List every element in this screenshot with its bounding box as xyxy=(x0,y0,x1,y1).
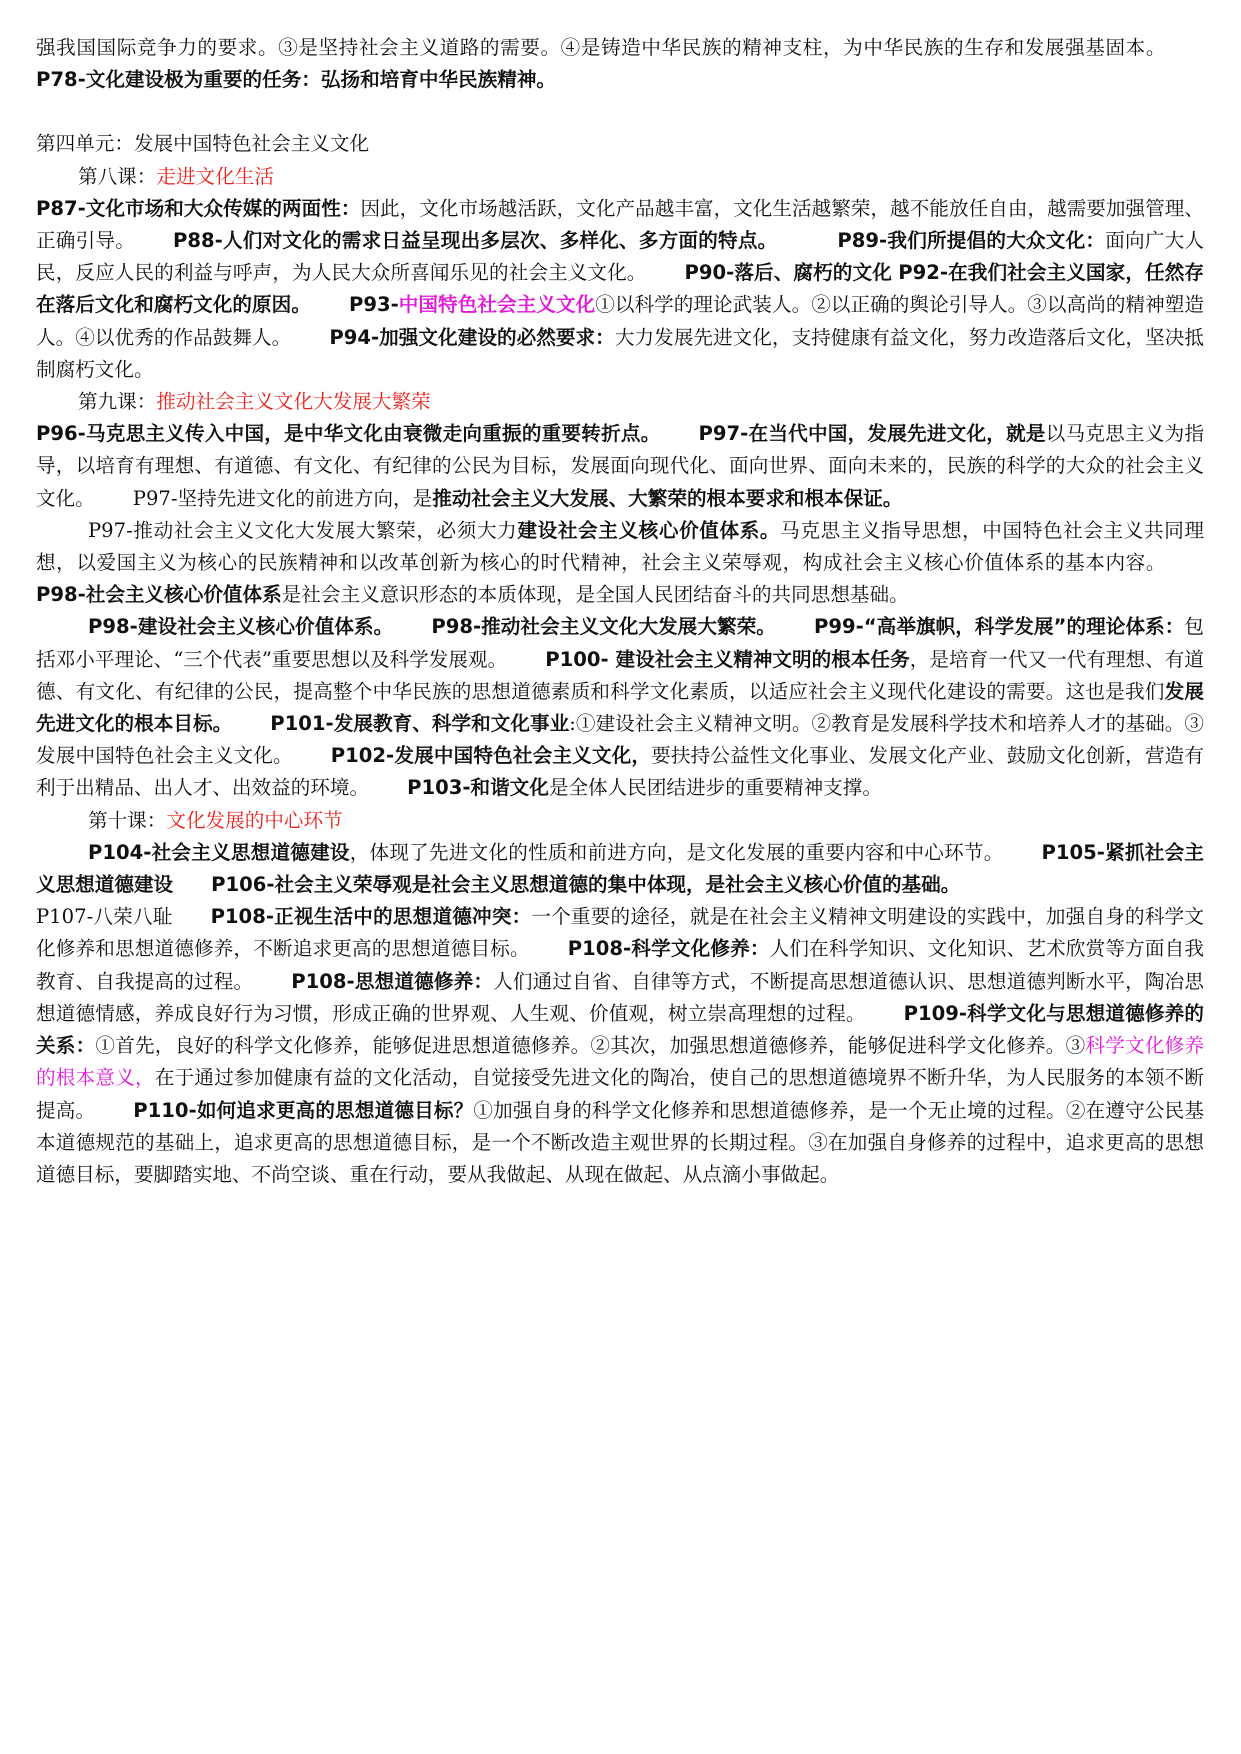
p109-highlight: 科学文化修养的根本意义， xyxy=(36,1034,1205,1090)
lesson10-name: 文化发展的中心环节 xyxy=(166,808,343,832)
lesson10-heading: 第十课：文化发展的中心环节 xyxy=(88,808,343,832)
lesson9-name: 推动社会主义文化大发展大繁荣 xyxy=(156,390,431,414)
p93-title: 中国特色社会主义文化 xyxy=(398,293,596,317)
spacer xyxy=(36,96,1204,128)
lesson9-paragraph-1: P96-马克思主义传入中国，是中华文化由衰微走向重振的重要转折点。 P97-在当代中国，发展先进文化，就是以马克思主义为指导，以培育有理想、有道德、有文化、有纪律的公民为目标，发展面向现代化、面向世界、面向未来的，民族的科学的大众的社会主义文化。 P97-坚持先进文化的前进方向，是推动社会主义大发展、大繁荣的根本要求和根本保证。 xyxy=(36,422,1204,510)
intro-paragraph xyxy=(36,32,1204,96)
lesson10-paragraph-1: P104-社会主义思想道德建设，体现了先进文化的性质和前进方向，是文化发展的重要内容和中心环节。 P105-紧抓社会主义思想道德建设 P106-社会主义荣辱观是社会主义思想道德的集中体现，是社会主义核心价值的基础。 xyxy=(36,840,1204,897)
lesson8-heading: 第八课：走进文化生活 xyxy=(78,164,274,188)
unit-title: 第四单元：发展中国特色社会主义文化 xyxy=(36,132,370,156)
p78-heading: P78-文化建设极为重要的任务：弘扬和培育中华民族精神。 xyxy=(36,68,557,92)
lesson9-heading: 第九课：推动社会主义文化大发展大繁荣 xyxy=(78,390,431,414)
lesson10-paragraph-2: P107-八荣八耻 P108-正视生活中的思想道德冲突：一个重要的途径，就是在社会主义精神文明建设的实践中，加强自身的科学文化修养和思想道德修养，不断追求更高的思想道德目标。 P108-科学文化修养：人们在科学知识、文化知识、艺术欣赏等方面自我教育、自我提高的过程。 P108-思想道德修养：人们通过自省、自律等方式，不断提高思想道德认识、思想道德判断水平，陶冶思想道德情感，养成良好行为习惯，形成正确的世界观、人生观、价值观，树立崇高理想的过程。 P109-科学文化与思想道德修养的关系：①首先，良好的科学文化修养，能够促进思想道德修养。②其次，加强思想道德修养，能够促进科学文化修养。③科学文化修养的根本意义，在于通过参加健康有益的文化活动，自觉接受先进文化的陶冶，使自己的思想道德境界不断升华，为人民服务的本领不断提高。 P110-如何追求更高的思想道德目标？①加强自身的科学文化修养和思想道德修养，是一个无止境的过程。②在遵守公民基本道德规范的基础上，追求更高的思想道德目标，是一个不断改造主观世界的长期过程。③在加强自身修养的过程中，追求更高的思想道德目标，要脚踏实地、不尚空谈、重在行动，要从我做起、从现在做起、从点滴小事做起。 xyxy=(36,905,1205,1186)
lesson9-paragraph-2: P97-推动社会主义文化大发展大繁荣，必须大力建设社会主义核心价值体系。马克思主义指导思想，中国特色社会主义共同理想，以爱国主义为核心的民族精神和以改革创新为核心的时代精神，社会主义荣辱观，构成社会主义核心价值体系的基本内容。P98-社会主义核心价值体系是社会主义意识形态的本质体现，是全国人民团结奋斗的共同思想基础。 xyxy=(36,518,1204,607)
intro-text: 强我国国际竞争力的要求。③是坚持社会主义道路的需要。④是铸造中华民族的精神支柱，为中华民族的生存和发展强基固本。 xyxy=(36,36,1166,59)
lesson8-name: 走进文化生活 xyxy=(156,164,274,188)
document-page xyxy=(36,32,1204,1191)
lesson8-paragraph: P87-文化市场和大众传媒的两面性：因此，文化市场越活跃，文化产品越丰富，文化生活越繁荣，越不能放任自由，越需要加强管理、正确引导。 P88-人们对文化的需求日益呈现出多层次、多样化、多方面的特点。 P89-我们所提倡的大众文化：面向广大人民，反应人民的利益与呼声，为人民大众所喜闻乐见的社会主义文化。 P90-落后、腐朽的文化 P92-在我们社会主义国家，任然存在落后文化和腐朽文化的原因。 P93-中国特色社会主义文化①以科学的理论武装人。②以正确的舆论引导人。③以高尚的精神塑造人。④以优秀的作品鼓舞人。 P94-加强文化建设的必然要求：大力发展先进文化，支持健康有益文化，努力改造落后文化，坚决抵制腐朽文化。 xyxy=(36,196,1205,381)
lesson9-paragraph-3: P98-建设社会主义核心价值体系。 P98-推动社会主义文化大发展大繁荣。 P99-“高举旗帜，科学发展”的理论体系：包括邓小平理论、“三个代表”重要思想以及科学发展观。 P100- 建设社会主义精神文明的根本任务，是培育一代又一代有理想、有道德、有文化、有纪律的公民，提高整个中华民族的思想道德素质和科学文化素质，以适应社会主义现代化建设的需要。这也是我们发展先进文化的根本目标。 P101-发展教育、科学和文化事业:①建设社会主义精神文明。②教育是发展科学技术和培养人才的基础。③发展中国特色社会主义文化。 P102-发展中国特色社会主义文化，要扶持公益性文化事业、发展文化产业、鼓励文化创新，营造有利于出精品、出人才、出效益的环境。 P103-和谐文化是全体人民团结进步的重要精神支撑。 xyxy=(36,615,1205,800)
